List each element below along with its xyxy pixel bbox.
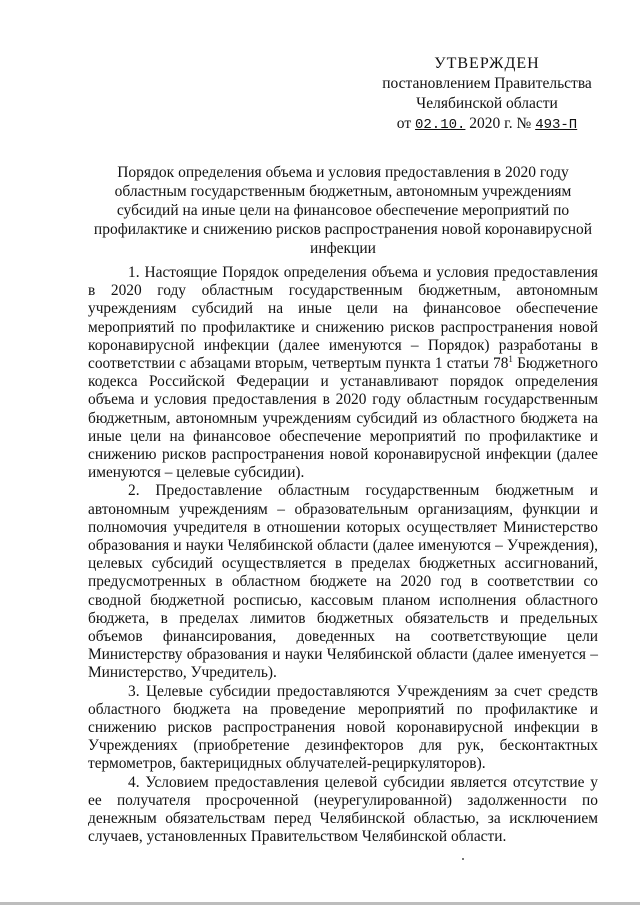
- paragraph-4: 4. Условием предоставления целевой субсидии является отсутствие у ее получателя просроченной (неурегулированной) задолженности по денежным обязательствам перед Челябинской областью, за исключением случаев, установленных Правительством Челябинской области.: [88, 773, 598, 846]
- approval-date-line: [372, 114, 602, 135]
- approval-from: от: [396, 115, 412, 132]
- approval-line-1: постановлением Правительства: [382, 75, 592, 92]
- approval-year: 2020 г. №: [469, 115, 532, 132]
- paragraph-1-text: 1. Настоящие Порядок определения объема и условия предоставления в 2020 году областным государственным бюджетным, автономным учреждениям субсидий на иные цели на финансовое обеспечение мероприятий по профилактике и снижению рисков распространения новой коронавирусной инфекции (далее именуются – Порядок) разработаны в соответствии с абзацами вторым, четвертым пункта 1 статьи 78: [88, 264, 598, 373]
- paragraph-2: 2. Предоставление областным государственным бюджетным и автономным учреждениям – образовательным организациям, функции и полномочия учредителя в отношении которых осуществляет Министерство образования и науки Челябинской области (далее именуются – Учреждения), целевых субсидий осуществляется в пределах бюджетных ассигнований, предусмотренных в областном бюджете на 2020 год в соответствии со сводной бюджетной росписью, кассовым планом исполнения областного бюджета, в пределах лимитов бюджетных обязательств и предельных объемов финансирования, доведенных на соответствующие цели Министерству образования и науки Челябинской области (далее именуется – Министерство, Учредитель).: [88, 482, 598, 682]
- paragraph-3: 3. Целевые субсидии предоставляются Учреждениям за счет средств областного бюджета на проведение мероприятий по профилактике и снижению рисков распространения новой коронавирусной инфекции в Учреждениях (приобретение дезинфекторов для рук, бесконтактных термометров, бактерицидных облучателей-рециркуляторов).: [88, 682, 598, 773]
- approval-stamp: [372, 54, 602, 135]
- paragraph-1-superscript: 1: [508, 353, 513, 364]
- document-title: Порядок определения объема и условия предоставления в 2020 году областным государственным бюджетным, автономным учреждениям субсидий на иные цели на финансовое обеспечение мероприятий по профилактике и снижению рисков распространения новой коронавирусной инфекции: [93, 164, 593, 257]
- paragraph-1-text-cont: Бюджетного кодекса Российской Федерации и устанавливают порядок определения объема и условия предоставления в 2020 году областным государственным бюджетным, автономным учреждениям субсидий из областного бюджета на иные цели на финансовое обеспечение мероприятий по профилактике и снижению рисков распространения новой коронавирусной инфекции (далее именуются – целевые субсидии).: [88, 355, 599, 482]
- approval-line-2: Челябинской области: [416, 95, 558, 112]
- scan-speck: [462, 858, 464, 860]
- approval-heading: УТВЕРЖДЕН: [434, 55, 540, 72]
- paragraph-1: [88, 264, 598, 482]
- document-body: [88, 264, 598, 847]
- approval-number: 493-П: [535, 117, 578, 133]
- approval-date: 02.10.: [414, 117, 466, 133]
